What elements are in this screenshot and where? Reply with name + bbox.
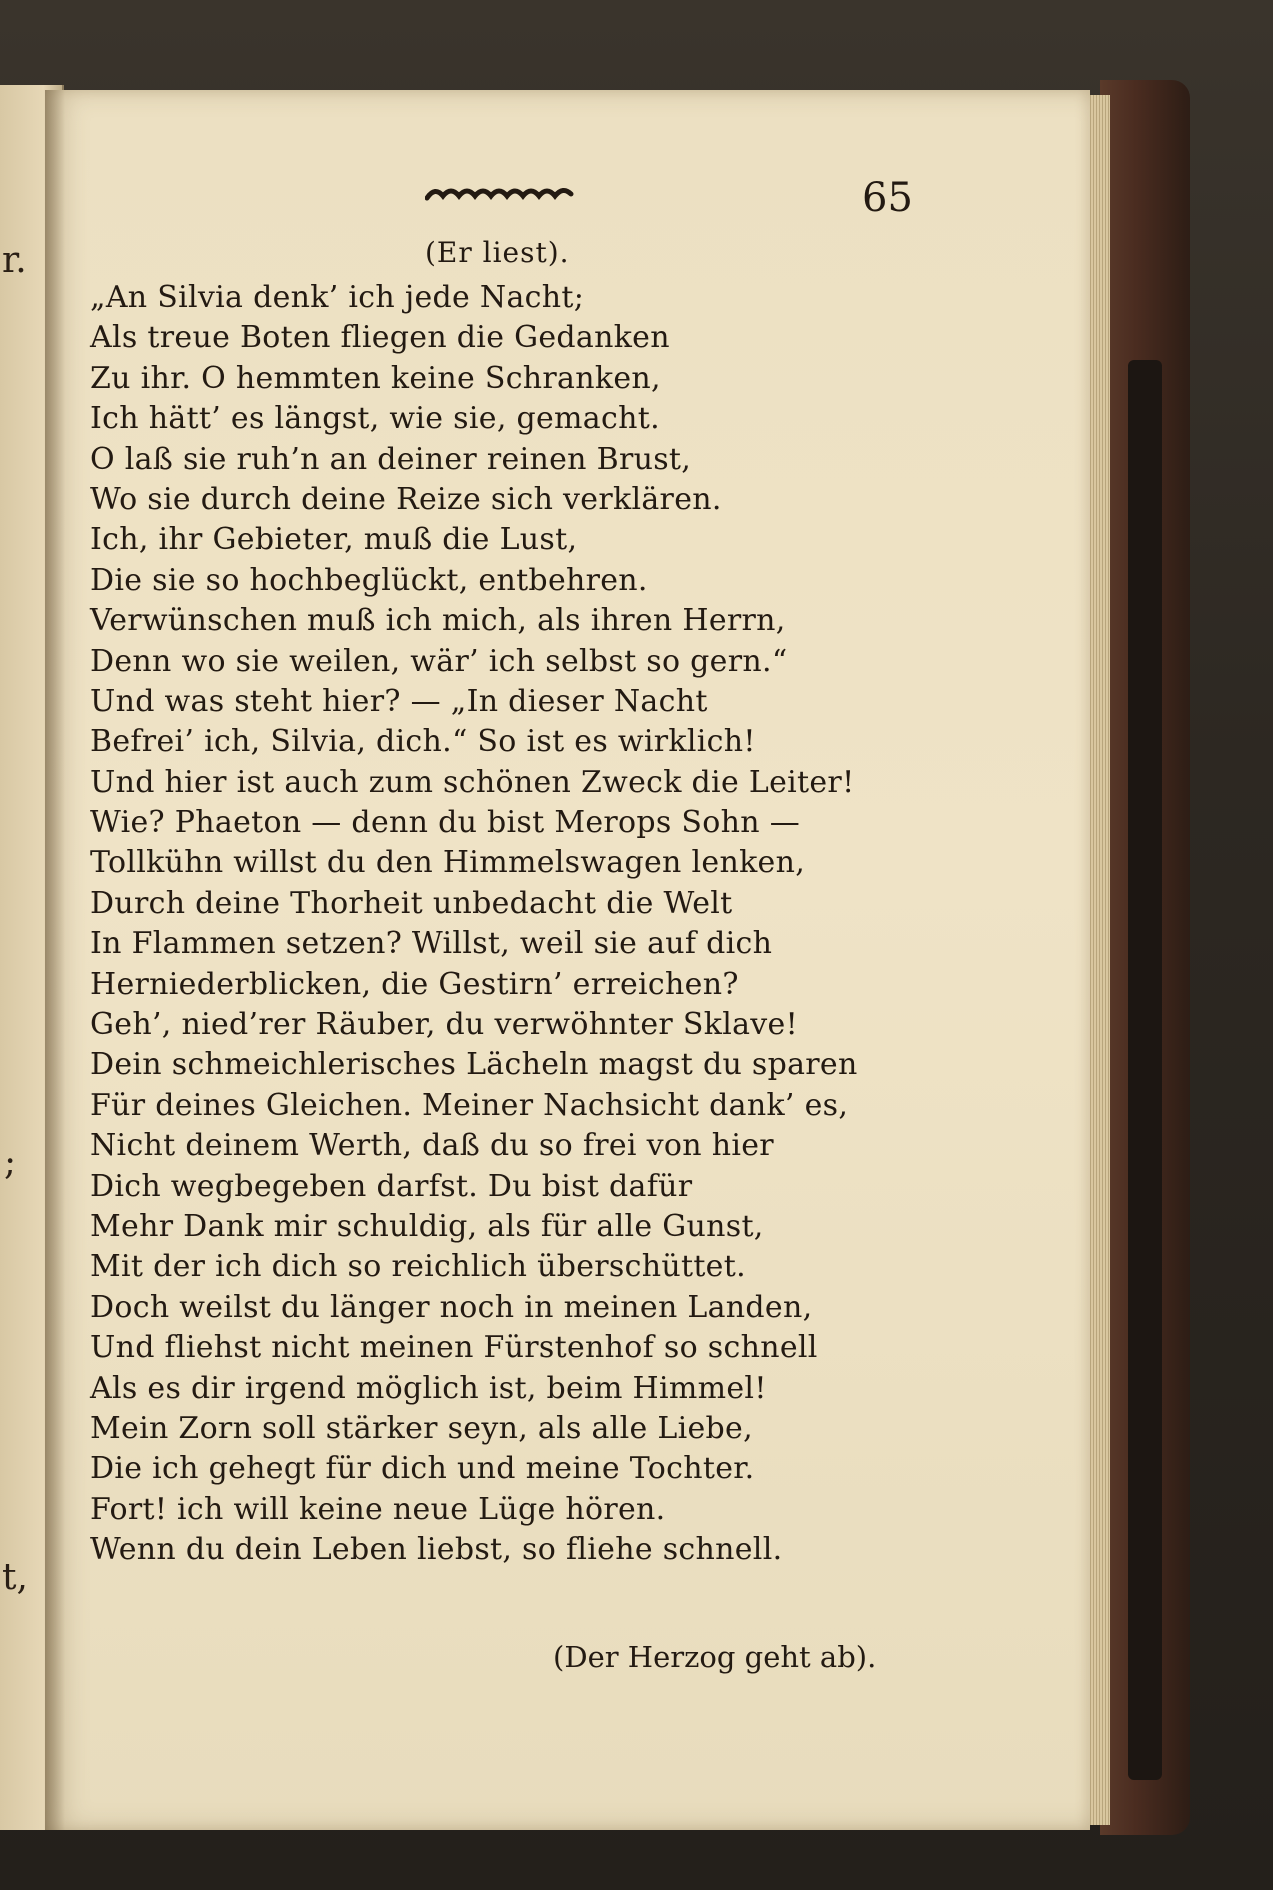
verse-line: Dein schmeichlerisches Lächeln magst du sparen bbox=[90, 1047, 858, 1083]
verse-line: Und hier ist auch zum schönen Zweck die Leiter! bbox=[90, 764, 855, 800]
verse-line: Mehr Dank mir schuldig, als für alle Gunst, bbox=[90, 1208, 764, 1244]
verse-line: Tollkühn willst du den Himmelswagen lenken, bbox=[90, 845, 806, 881]
verse-line: Mit der ich dich so reichlich überschüttet. bbox=[90, 1249, 746, 1285]
verse-line: Denn wo sie weilen, wär’ ich selbst so gern.“ bbox=[90, 643, 788, 679]
stage-direction: (Er liest). bbox=[425, 236, 570, 269]
verse-line: Doch weilst du länger noch in meinen Landen, bbox=[90, 1289, 813, 1325]
verse-line: In Flammen setzen? Willst, weil sie auf dich bbox=[90, 926, 773, 962]
verse-line: Und fliehst nicht meinen Fürstenhof so schnell bbox=[90, 1330, 818, 1366]
verse-line: Wo sie durch deine Reize sich verklären. bbox=[90, 481, 722, 517]
verse-line: Und was steht hier? — „In dieser Nacht bbox=[90, 683, 708, 719]
ornament-divider bbox=[425, 184, 577, 202]
verse-line: Fort! ich will keine neue Lüge hören. bbox=[90, 1491, 666, 1527]
verse-line: Zu ihr. O hemmten keine Schranken, bbox=[90, 360, 661, 396]
verse-line: Die ich gehegt für dich und meine Tochter. bbox=[90, 1451, 755, 1487]
verse-line: Wenn du dein Leben liebst, so fliehe schnell. bbox=[90, 1532, 783, 1568]
verse-line: Mein Zorn soll stärker seyn, als alle Liebe, bbox=[90, 1410, 753, 1446]
verse-block bbox=[90, 278, 858, 1571]
verse-line: Dich wegbegeben darfst. Du bist dafür bbox=[90, 1168, 693, 1204]
verse-line: Befrei’ ich, Silvia, dich.“ So ist es wirklich! bbox=[90, 724, 756, 760]
verse-line: Die sie so hochbeglückt, entbehren. bbox=[90, 562, 648, 598]
verse-line: Herniederblicken, die Gestirn’ erreichen? bbox=[90, 966, 739, 1002]
verse-line: Verwünschen muß ich mich, als ihren Herrn, bbox=[90, 603, 786, 639]
verse-line: Geh’, nied’rer Räuber, du verwöhnter Sklave! bbox=[90, 1007, 798, 1043]
cover-spine-stripe bbox=[1128, 360, 1162, 1780]
verse-line: Durch deine Thorheit unbedacht die Welt bbox=[90, 885, 733, 921]
verse-line: „An Silvia denk’ ich jede Nacht; bbox=[90, 280, 585, 315]
verse-line: Als treue Boten fliegen die Gedanken bbox=[90, 320, 670, 356]
left-page-fragment: ; bbox=[4, 1142, 17, 1183]
left-page-fragment: t, bbox=[2, 1557, 28, 1598]
verse-line: Wie? Phaeton — denn du bist Merops Sohn — bbox=[90, 805, 801, 841]
verse-line: O laß sie ruh’n an deiner reinen Brust, bbox=[90, 441, 692, 477]
stage-direction-exit: (Der Herzog geht ab). bbox=[553, 1640, 877, 1674]
verse-line: Nicht deinem Werth, daß du so frei von hier bbox=[90, 1128, 774, 1164]
verse-line: Ich, ihr Gebieter, muß die Lust, bbox=[90, 522, 578, 558]
verse-line: Als es dir irgend möglich ist, beim Himmel! bbox=[90, 1370, 767, 1406]
page-number: 65 bbox=[862, 175, 913, 221]
verse-line: Ich hätt’ es längst, wie sie, gemacht. bbox=[90, 401, 660, 437]
verse-line: Für deines Gleichen. Meiner Nachsicht dank’ es, bbox=[90, 1087, 849, 1123]
spine-shadow bbox=[45, 90, 65, 1830]
left-page-fragment: r. bbox=[2, 240, 27, 281]
